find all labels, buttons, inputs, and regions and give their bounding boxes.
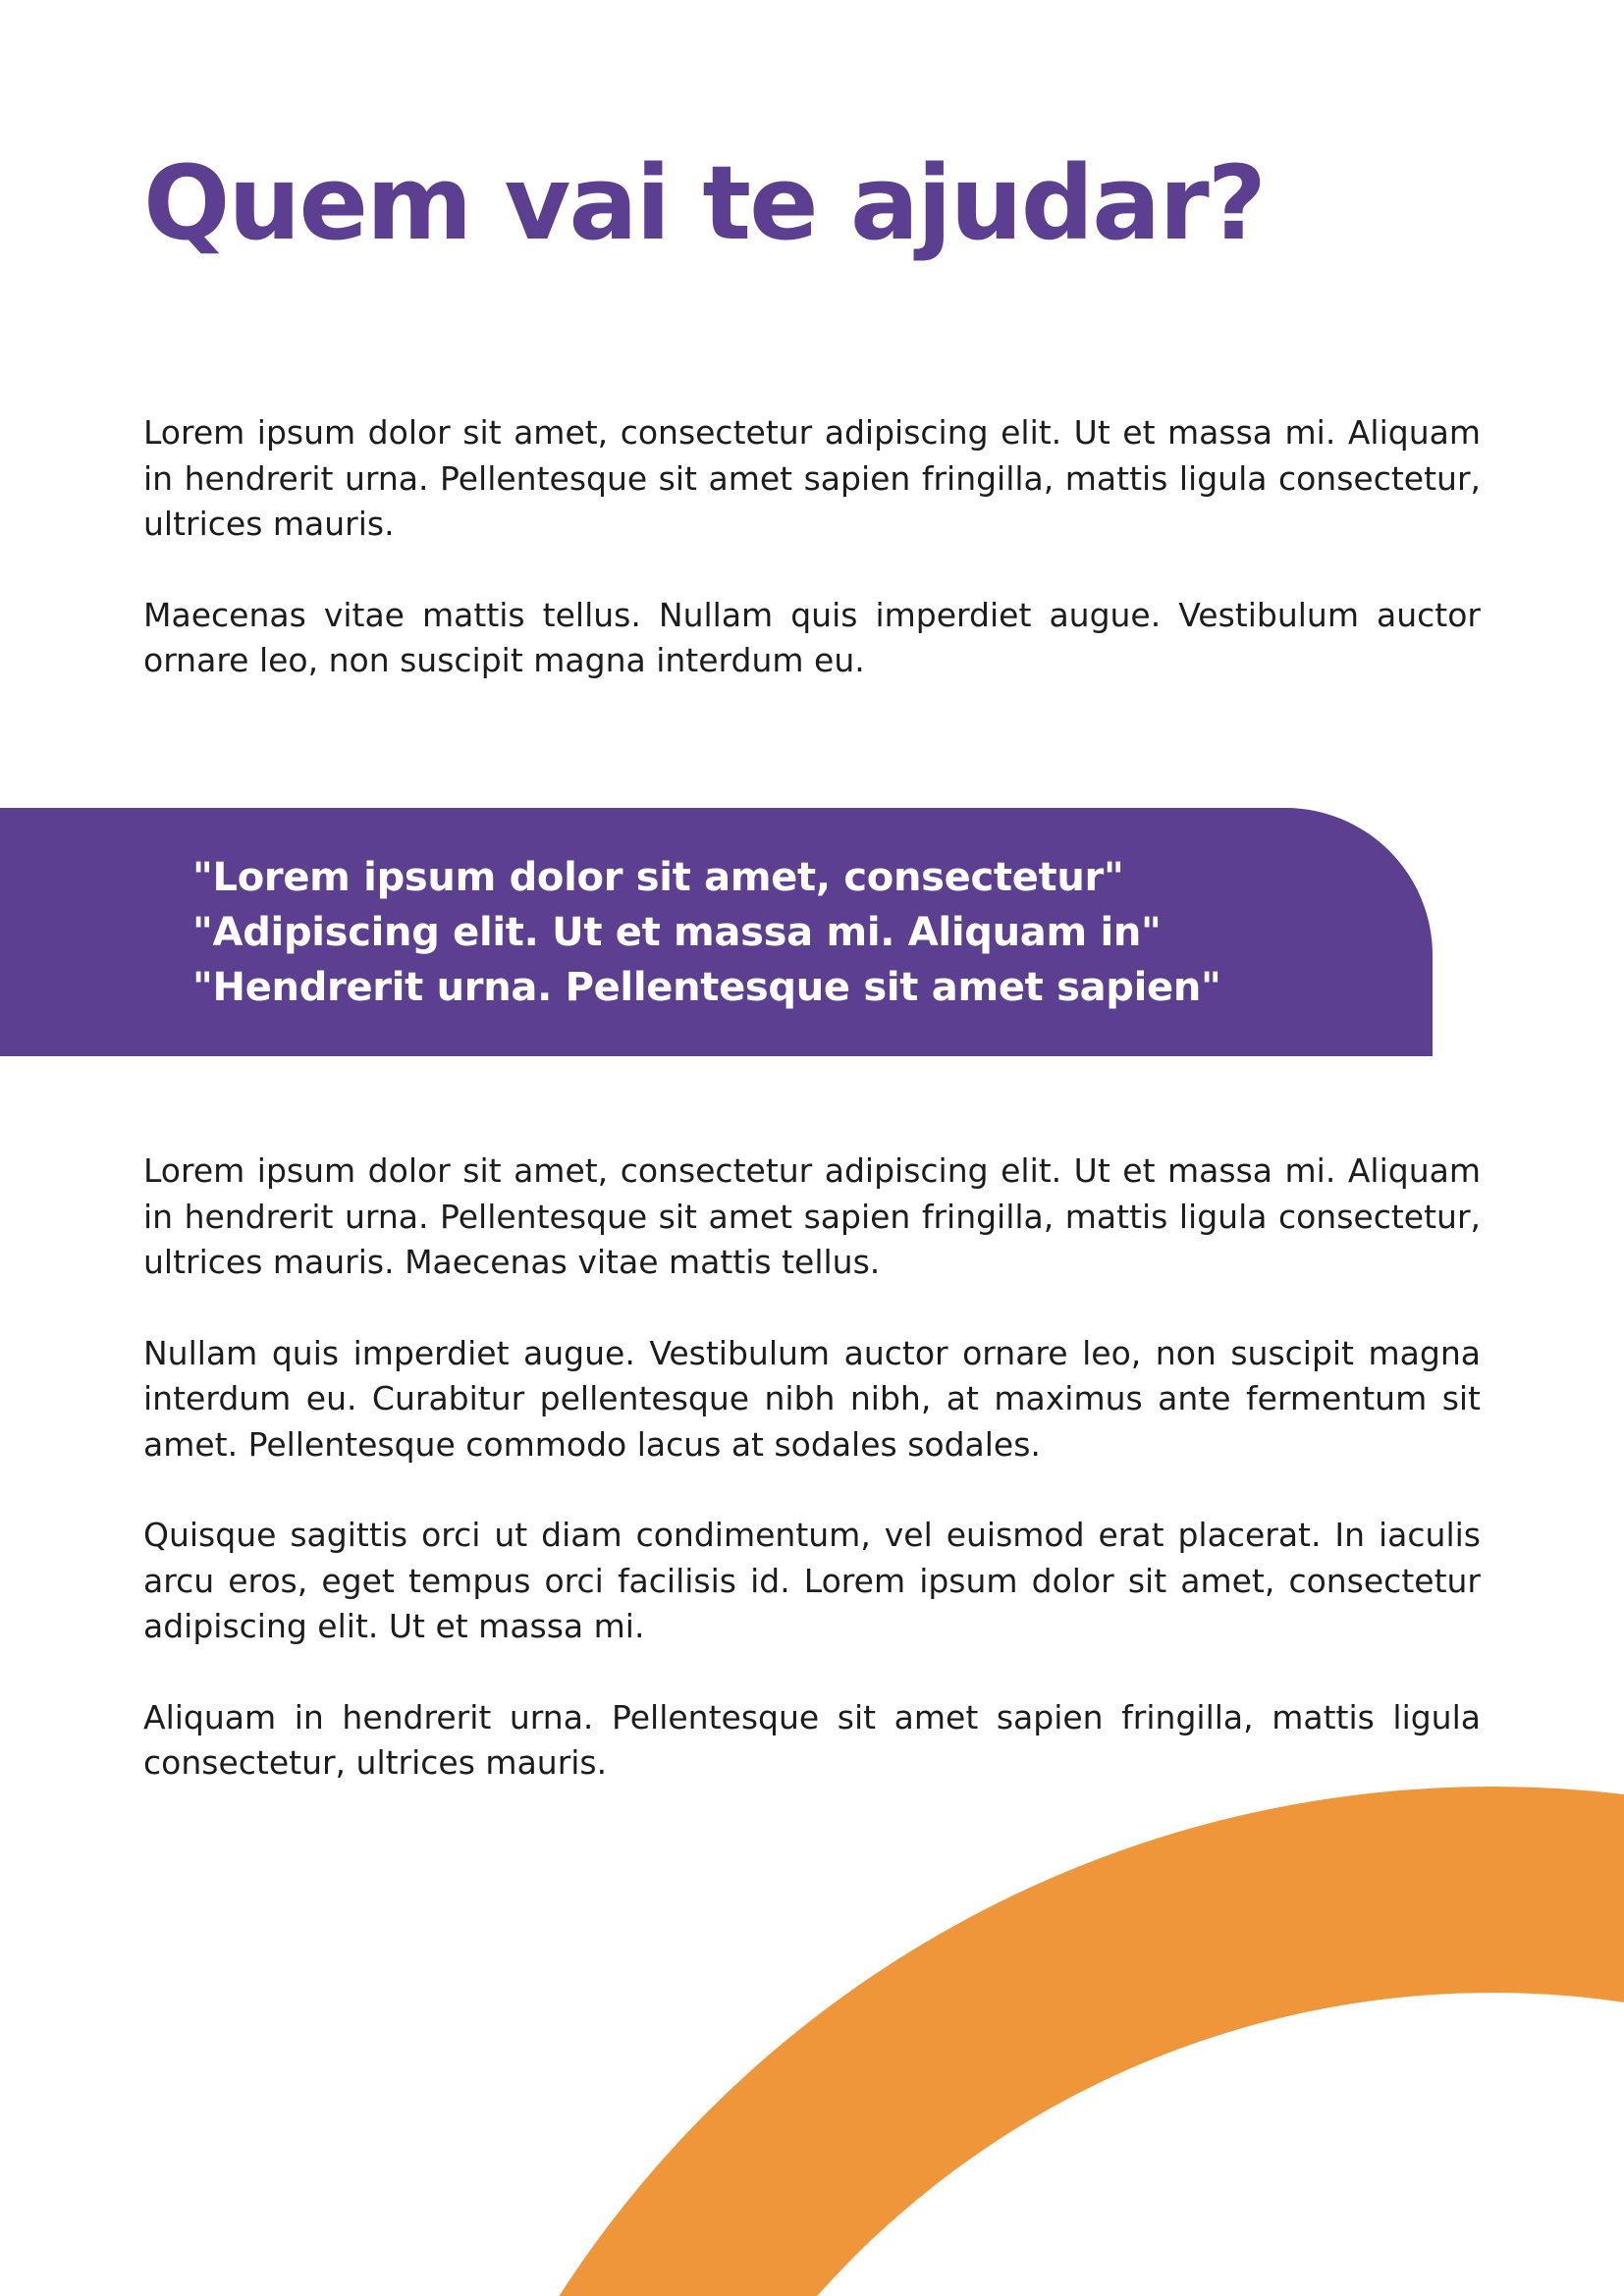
body-paragraph: Nullam quis imperdiet augue. Vestibulum auctor ornare leo, non suscipit magna interdum eu. Curabitur pellentesque nibh nibh, at maximus ante fermentum sit amet. Pellentesque commodo lacus at sodales sodales.	[143, 1333, 1481, 1464]
quote-line: "Adipiscing elit. Ut et massa mi. Aliquam in"	[192, 910, 1162, 955]
body-paragraph: Lorem ipsum dolor sit amet, consectetur adipiscing elit. Ut et massa mi. Aliquam in hendrerit urna. Pellentesque sit amet sapien fringilla, mattis ligula consectetur, ultrices mauris. Maecenas vitae mattis tellus.	[143, 1151, 1481, 1281]
intro-paragraph: Maecenas vitae mattis tellus. Nullam quis imperdiet augue. Vestibulum auctor ornare leo, non suscipit magna interdum eu.	[143, 595, 1481, 679]
orange-arc-shape	[486, 1890, 1624, 2296]
body-paragraph: Aliquam in hendrerit urna. Pellentesque sit amet sapien fringilla, mattis ligula consectetur, ultrices mauris.	[143, 1697, 1481, 1782]
page-title: Quem vai te ajudar?	[143, 143, 1265, 263]
intro-paragraph: Lorem ipsum dolor sit amet, consectetur adipiscing elit. Ut et massa mi. Aliquam in hendrerit urna. Pellentesque sit amet sapien fringilla, mattis ligula consectetur, ultrices mauris.	[143, 413, 1481, 543]
quote-line: "Hendrerit urna. Pellentesque sit amet sapien"	[192, 965, 1221, 1010]
quote-line: "Lorem ipsum dolor sit amet, consectetur"	[192, 855, 1124, 900]
body-paragraph: Quisque sagittis orci ut diam condimentum, vel euismod erat placerat. In iaculis arcu eros, eget tempus orci facilisis id. Lorem ipsum dolor sit amet, consectetur adipiscing elit. Ut et massa mi.	[143, 1516, 1481, 1645]
